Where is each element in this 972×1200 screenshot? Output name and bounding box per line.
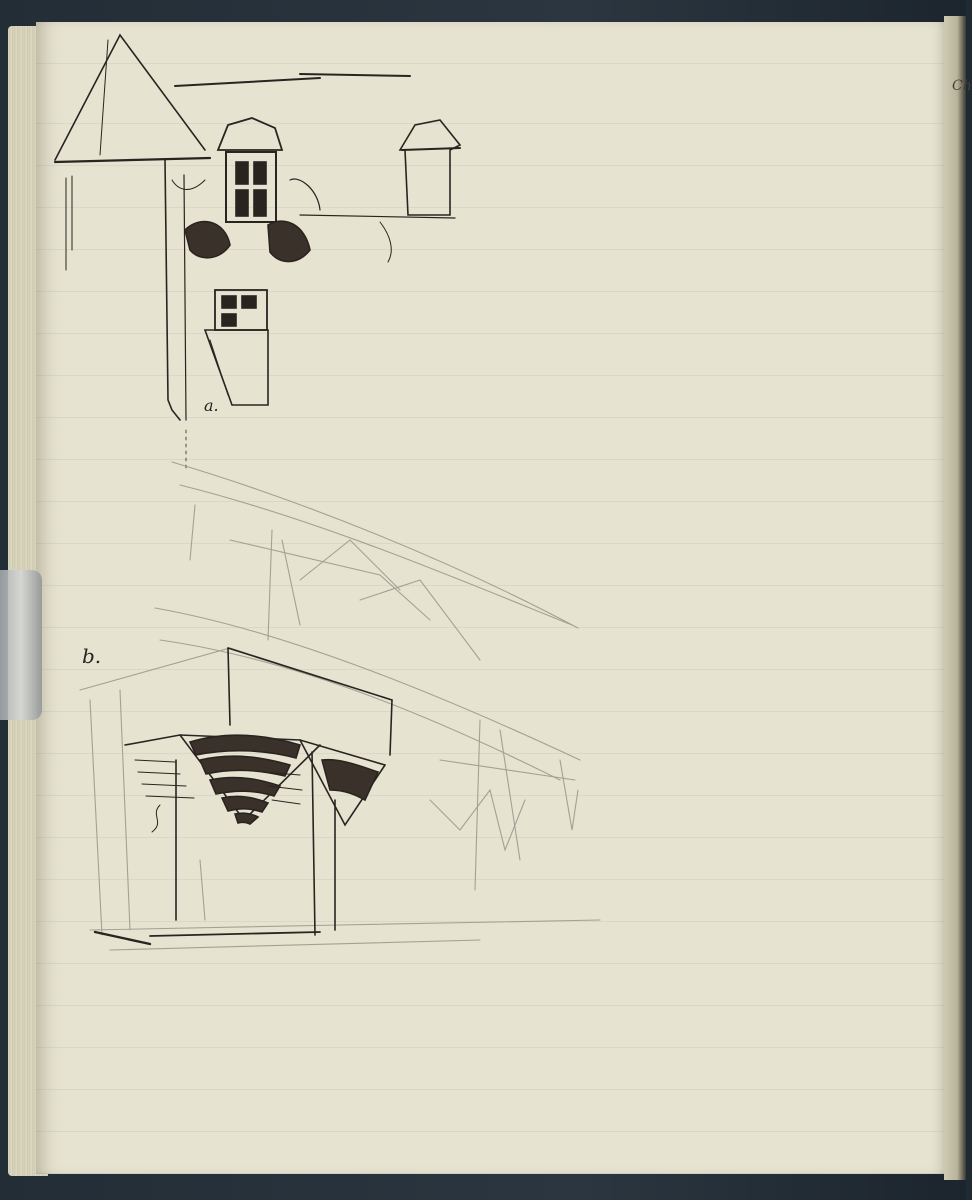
sketch-b-label: b. <box>82 644 102 668</box>
sketch-a-label: a. <box>204 396 219 415</box>
corner-mark: Ch <box>952 78 972 94</box>
